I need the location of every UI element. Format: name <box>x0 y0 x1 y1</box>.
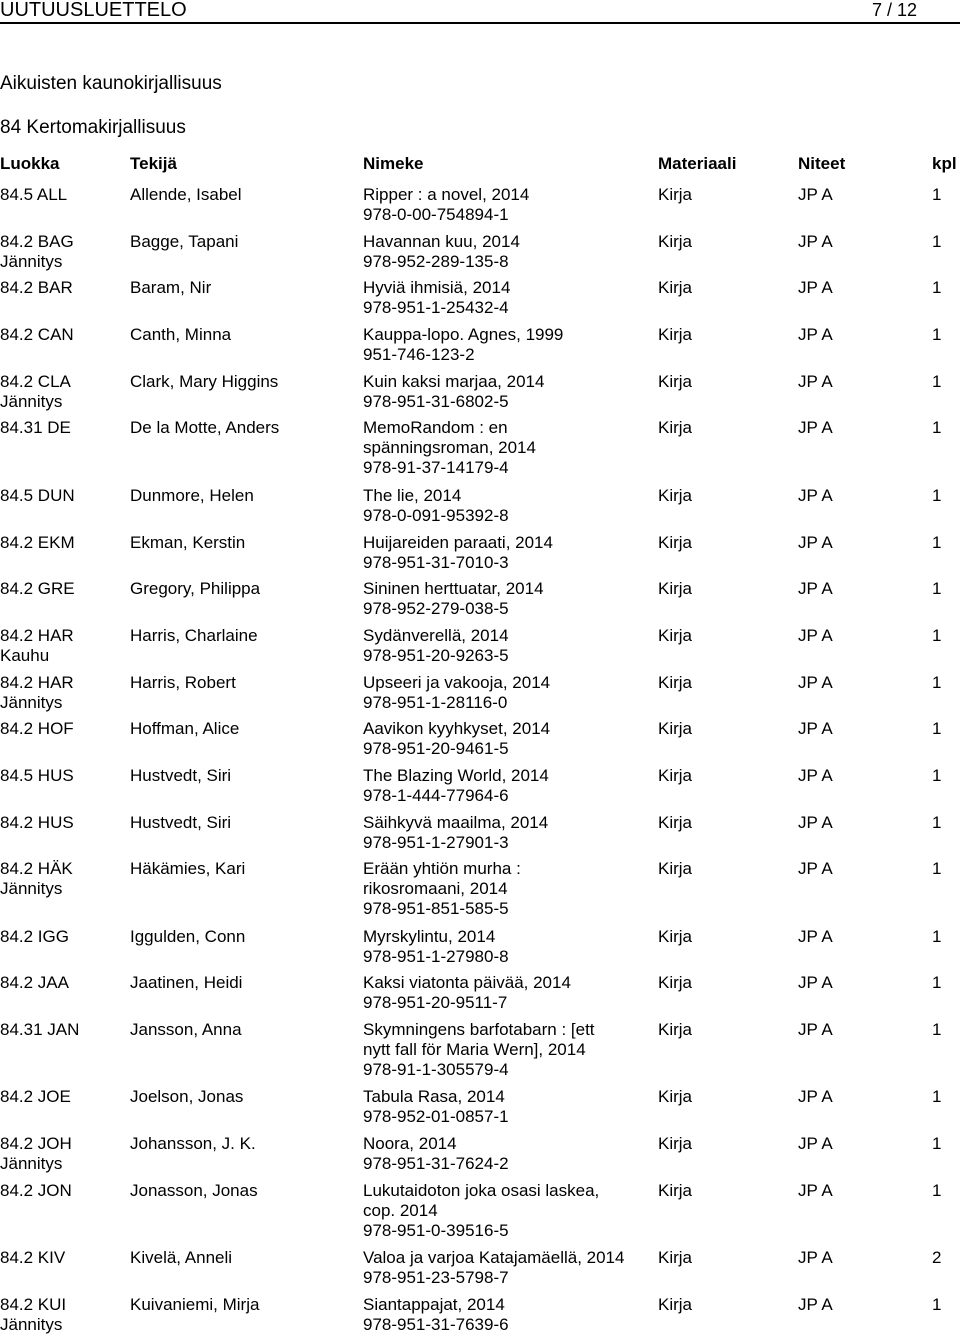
isbn: 978-951-20-9511-7 <box>363 993 508 1013</box>
isbn: 978-951-23-5798-7 <box>363 1268 509 1288</box>
material: Kirja <box>658 859 693 879</box>
class-code-value: 84.2 HOF <box>0 719 74 739</box>
title-cell <box>363 533 653 573</box>
table-row <box>0 973 960 1020</box>
title-cell <box>363 973 653 1013</box>
title-cell <box>363 185 653 225</box>
copies-location: JP A <box>798 325 833 345</box>
column-header-tekija: Tekijä <box>130 154 177 173</box>
material: Kirja <box>658 719 693 739</box>
title-line: Ripper : a novel, 2014 <box>363 185 530 204</box>
author: Häkämies, Kari <box>130 859 246 879</box>
table-row <box>0 278 960 325</box>
material: Kirja <box>658 1020 693 1040</box>
copy-count: 1 <box>932 485 942 505</box>
book-list <box>0 185 960 1342</box>
copies-location: JP A <box>798 926 833 946</box>
copy-count: 1 <box>932 532 942 552</box>
copy-count: 1 <box>932 765 942 785</box>
author: Baram, Nir <box>130 278 212 298</box>
author: De la Motte, Anders <box>130 418 280 438</box>
class-code-value: 84.5 HUS <box>0 765 74 785</box>
copies-location: JP A <box>798 719 833 739</box>
table-row <box>0 719 960 766</box>
table-row <box>0 1248 960 1295</box>
copies-location: JP A <box>798 532 833 552</box>
copy-count: 1 <box>932 973 942 993</box>
genre-label: Kauhu <box>0 645 50 665</box>
title-line: Aavikon kyyhkyset, 2014 <box>363 719 551 739</box>
author: Johansson, J. K. <box>130 1134 256 1154</box>
title-line: Valoa ja varjoa Katajamäellä, 2014 <box>363 1248 625 1268</box>
class-code-value: 84.2 IGG <box>0 926 69 946</box>
class-code <box>0 1134 125 1174</box>
table-row <box>0 579 960 626</box>
table-row <box>0 486 960 533</box>
author: Dunmore, Helen <box>130 485 254 505</box>
class-code-value: 84.2 JAA <box>0 973 69 993</box>
section-title: Aikuisten kaunokirjallisuus <box>0 73 222 94</box>
author: Kuivaniemi, Mirja <box>130 1294 260 1314</box>
isbn: 978-951-1-27980-8 <box>363 946 509 966</box>
title-cell <box>363 579 653 619</box>
class-code <box>0 626 125 666</box>
class-code-value: 84.2 BAR <box>0 278 73 298</box>
class-code <box>0 1295 125 1335</box>
table-header <box>0 154 960 174</box>
class-code-value: 84.2 JON <box>0 1180 72 1200</box>
material: Kirja <box>658 812 693 832</box>
genre-label: Jännitys <box>0 1314 63 1334</box>
material: Kirja <box>658 532 693 552</box>
class-code <box>0 486 125 506</box>
copies-location: JP A <box>798 812 833 832</box>
copies-location: JP A <box>798 765 833 785</box>
genre-label: Jännitys <box>0 879 63 899</box>
author: Hoffman, Alice <box>130 719 240 739</box>
copies-location: JP A <box>798 1020 833 1040</box>
title-line: spänningsroman, 2014 <box>363 438 536 458</box>
title-cell <box>363 1087 653 1127</box>
isbn: 978-0-091-95392-8 <box>363 505 509 525</box>
material: Kirja <box>658 1087 693 1107</box>
isbn: 978-951-1-27901-3 <box>363 832 509 852</box>
class-code <box>0 232 125 272</box>
class-code-value: 84.2 CLA <box>0 371 71 391</box>
table-row <box>0 766 960 813</box>
table-row <box>0 1295 960 1342</box>
title-line: Kaksi viatonta päivää, 2014 <box>363 973 571 993</box>
copy-count: 1 <box>932 371 942 391</box>
table-row <box>0 533 960 580</box>
table-row <box>0 325 960 372</box>
title-line: Lukutaidoton joka osasi laskea, <box>363 1180 600 1200</box>
copies-location: JP A <box>798 185 833 204</box>
table-row <box>0 927 960 974</box>
title-line: Kauppa-lopo. Agnes, 1999 <box>363 325 564 345</box>
title-cell <box>363 859 653 919</box>
title-cell <box>363 1295 653 1335</box>
author: Hustvedt, Siri <box>130 765 232 785</box>
class-code <box>0 813 125 833</box>
material: Kirja <box>658 926 693 946</box>
title-line: Säihkyvä maailma, 2014 <box>363 812 549 832</box>
copy-count: 1 <box>932 325 942 345</box>
class-code <box>0 372 125 412</box>
title-cell <box>363 1134 653 1174</box>
column-header-niteet: Niteet <box>798 154 846 173</box>
column-header-luokka: Luokka <box>0 154 60 173</box>
author: Jonasson, Jonas <box>130 1180 258 1200</box>
isbn: 978-0-00-754894-1 <box>363 205 509 224</box>
title-cell <box>363 278 653 318</box>
class-code <box>0 1248 125 1268</box>
title-line: nytt fall för Maria Wern], 2014 <box>363 1040 586 1060</box>
isbn: 978-951-20-9461-5 <box>363 739 509 759</box>
title-line: Erään yhtiön murha : <box>363 859 521 879</box>
material: Kirja <box>658 278 693 298</box>
author: Clark, Mary Higgins <box>130 371 279 391</box>
title-line: Myrskylintu, 2014 <box>363 926 496 946</box>
class-code-value: 84.2 JOH <box>0 1134 72 1154</box>
title-line: Sydänverellä, 2014 <box>363 625 509 645</box>
title-cell <box>363 1181 653 1241</box>
isbn: 978-91-37-14179-4 <box>363 458 509 478</box>
material: Kirja <box>658 418 693 438</box>
copies-location: JP A <box>798 625 833 645</box>
material: Kirja <box>658 185 693 204</box>
class-code-value: 84.5 DUN <box>0 485 75 505</box>
copies-location: JP A <box>798 278 833 298</box>
material: Kirja <box>658 1180 693 1200</box>
author: Hustvedt, Siri <box>130 812 232 832</box>
class-code <box>0 927 125 947</box>
class-code <box>0 1181 125 1201</box>
isbn: 978-1-444-77964-6 <box>363 785 509 805</box>
copies-location: JP A <box>798 485 833 505</box>
class-code <box>0 1087 125 1107</box>
copies-location: JP A <box>798 859 833 879</box>
author: Harris, Charlaine <box>130 625 258 645</box>
copy-count: 1 <box>932 278 942 298</box>
title-cell <box>363 927 653 967</box>
material: Kirja <box>658 1248 693 1268</box>
material: Kirja <box>658 325 693 345</box>
table-row <box>0 372 960 419</box>
title-line: Sininen herttuatar, 2014 <box>363 579 544 599</box>
class-code-value: 84.2 HAR <box>0 625 74 645</box>
copies-location: JP A <box>798 672 833 692</box>
class-code-value: 84.2 KUI <box>0 1294 67 1314</box>
table-row <box>0 1181 960 1248</box>
class-code <box>0 719 125 739</box>
title-line: MemoRandom : en <box>363 418 508 438</box>
page-header <box>0 0 960 21</box>
copy-count: 1 <box>932 926 942 946</box>
material: Kirja <box>658 1294 693 1314</box>
copy-count: 1 <box>932 1294 942 1314</box>
isbn: 978-952-289-135-8 <box>363 251 509 271</box>
copies-location: JP A <box>798 231 833 251</box>
copy-count: 1 <box>932 719 942 739</box>
title-cell <box>363 1020 653 1080</box>
class-code-value: 84.2 GRE <box>0 579 75 599</box>
copies-location: JP A <box>798 1248 833 1268</box>
class-code-value: 84.31 JAN <box>0 1020 80 1040</box>
title-cell <box>363 418 653 478</box>
isbn: 978-952-279-038-5 <box>363 599 509 619</box>
title-cell <box>363 626 653 666</box>
copy-count: 1 <box>932 859 942 879</box>
title-cell <box>363 1248 653 1288</box>
title-line: rikosromaani, 2014 <box>363 879 508 899</box>
table-row <box>0 673 960 720</box>
material: Kirja <box>658 231 693 251</box>
title-line: Huijareiden paraati, 2014 <box>363 532 553 552</box>
material: Kirja <box>658 579 693 599</box>
class-code <box>0 973 125 993</box>
class-code <box>0 418 125 438</box>
isbn: 978-952-01-0857-1 <box>363 1107 509 1127</box>
class-code-value: 84.2 CAN <box>0 325 74 345</box>
copies-location: JP A <box>798 579 833 599</box>
copy-count: 1 <box>932 418 942 438</box>
class-code <box>0 859 125 899</box>
copy-count: 1 <box>932 1134 942 1154</box>
title-line: Skymningens barfotabarn : [ett <box>363 1020 595 1040</box>
isbn: 978-91-1-305579-4 <box>363 1060 509 1080</box>
isbn: 951-746-123-2 <box>363 345 475 365</box>
isbn: 978-951-1-28116-0 <box>363 692 508 712</box>
author: Canth, Minna <box>130 325 232 345</box>
title-line: Hyviä ihmisiä, 2014 <box>363 278 511 298</box>
title-line: cop. 2014 <box>363 1200 438 1220</box>
copy-count: 1 <box>932 1180 942 1200</box>
subsection-title: 84 Kertomakirjallisuus <box>0 117 186 138</box>
copy-count: 2 <box>932 1248 942 1268</box>
class-code-value: 84.2 BAG <box>0 231 74 251</box>
copy-count: 1 <box>932 1020 942 1040</box>
copies-location: JP A <box>798 1180 833 1200</box>
copy-count: 1 <box>932 1087 942 1107</box>
copy-count: 1 <box>932 625 942 645</box>
class-code-value: 84.2 HAR <box>0 672 74 692</box>
author: Iggulden, Conn <box>130 926 246 946</box>
copies-location: JP A <box>798 1294 833 1314</box>
class-code-value: 84.2 HUS <box>0 812 74 832</box>
title-cell <box>363 325 653 365</box>
material: Kirja <box>658 672 693 692</box>
isbn: 978-951-1-25432-4 <box>363 298 509 318</box>
copy-count: 1 <box>932 231 942 251</box>
author: Allende, Isabel <box>130 185 242 204</box>
class-code-value: 84.2 EKM <box>0 532 75 552</box>
isbn: 978-951-31-7624-2 <box>363 1154 509 1174</box>
title-line: Upseeri ja vakooja, 2014 <box>363 672 551 692</box>
title-cell <box>363 766 653 806</box>
class-code-value: 84.5 ALL <box>0 185 68 204</box>
class-code <box>0 278 125 298</box>
isbn: 978-951-31-6802-5 <box>363 391 509 411</box>
copies-location: JP A <box>798 371 833 391</box>
title-cell <box>363 719 653 759</box>
class-code-value: 84.2 HÄK <box>0 859 73 879</box>
genre-label: Jännitys <box>0 251 63 271</box>
title-line: Tabula Rasa, 2014 <box>363 1087 505 1107</box>
genre-label: Jännitys <box>0 1154 63 1174</box>
table-row <box>0 1087 960 1134</box>
author: Ekman, Kerstin <box>130 532 246 552</box>
material: Kirja <box>658 765 693 785</box>
author: Kivelä, Anneli <box>130 1248 233 1268</box>
title-cell <box>363 813 653 853</box>
title-cell <box>363 486 653 526</box>
isbn: 978-951-0-39516-5 <box>363 1220 509 1240</box>
title-line: Havannan kuu, 2014 <box>363 231 520 251</box>
material: Kirja <box>658 973 693 993</box>
class-code-value: 84.2 KIV <box>0 1248 66 1268</box>
column-header-materiaali: Materiaali <box>658 154 737 173</box>
author: Jansson, Anna <box>130 1020 242 1040</box>
title-line: Siantappajat, 2014 <box>363 1294 505 1314</box>
table-row <box>0 185 960 232</box>
isbn: 978-951-20-9263-5 <box>363 645 509 665</box>
table-row <box>0 232 960 279</box>
title-line: The lie, 2014 <box>363 485 462 505</box>
copies-location: JP A <box>798 418 833 438</box>
class-code <box>0 325 125 345</box>
page-number: 7 / 12 <box>871 0 917 20</box>
class-code-value: 84.2 JOE <box>0 1087 71 1107</box>
table-row <box>0 626 960 673</box>
copies-location: JP A <box>798 1087 833 1107</box>
class-code <box>0 185 125 205</box>
copy-count: 1 <box>932 185 942 204</box>
copy-count: 1 <box>932 812 942 832</box>
table-row <box>0 1020 960 1087</box>
copy-count: 1 <box>932 672 942 692</box>
material: Kirja <box>658 485 693 505</box>
table-row <box>0 418 960 485</box>
author: Joelson, Jonas <box>130 1087 244 1107</box>
isbn: 978-951-851-585-5 <box>363 899 509 919</box>
author: Gregory, Philippa <box>130 579 261 599</box>
title-line: Kuin kaksi marjaa, 2014 <box>363 371 545 391</box>
header-divider <box>0 22 960 24</box>
column-header-kpl: kpl <box>932 154 957 173</box>
title-cell <box>363 673 653 713</box>
material: Kirja <box>658 625 693 645</box>
material: Kirja <box>658 371 693 391</box>
document-title: UUTUUSLUETTELO <box>0 0 187 21</box>
class-code-value: 84.31 DE <box>0 418 71 438</box>
table-row <box>0 813 960 860</box>
isbn: 978-951-31-7010-3 <box>363 552 509 572</box>
title-line: The Blazing World, 2014 <box>363 765 549 785</box>
author: Bagge, Tapani <box>130 231 239 251</box>
class-code <box>0 673 125 713</box>
class-code <box>0 1020 125 1040</box>
column-header-nimeke: Nimeke <box>363 154 424 173</box>
isbn: 978-951-31-7639-6 <box>363 1314 509 1334</box>
author: Jaatinen, Heidi <box>130 973 243 993</box>
copies-location: JP A <box>798 973 833 993</box>
class-code <box>0 533 125 553</box>
class-code <box>0 579 125 599</box>
table-row <box>0 1134 960 1181</box>
title-cell <box>363 232 653 272</box>
title-line: Noora, 2014 <box>363 1134 457 1154</box>
class-code <box>0 766 125 786</box>
genre-label: Jännitys <box>0 391 63 411</box>
genre-label: Jännitys <box>0 692 63 712</box>
title-cell <box>363 372 653 412</box>
table-row <box>0 859 960 926</box>
author: Harris, Robert <box>130 672 236 692</box>
material: Kirja <box>658 1134 693 1154</box>
copy-count: 1 <box>932 579 942 599</box>
copies-location: JP A <box>798 1134 833 1154</box>
